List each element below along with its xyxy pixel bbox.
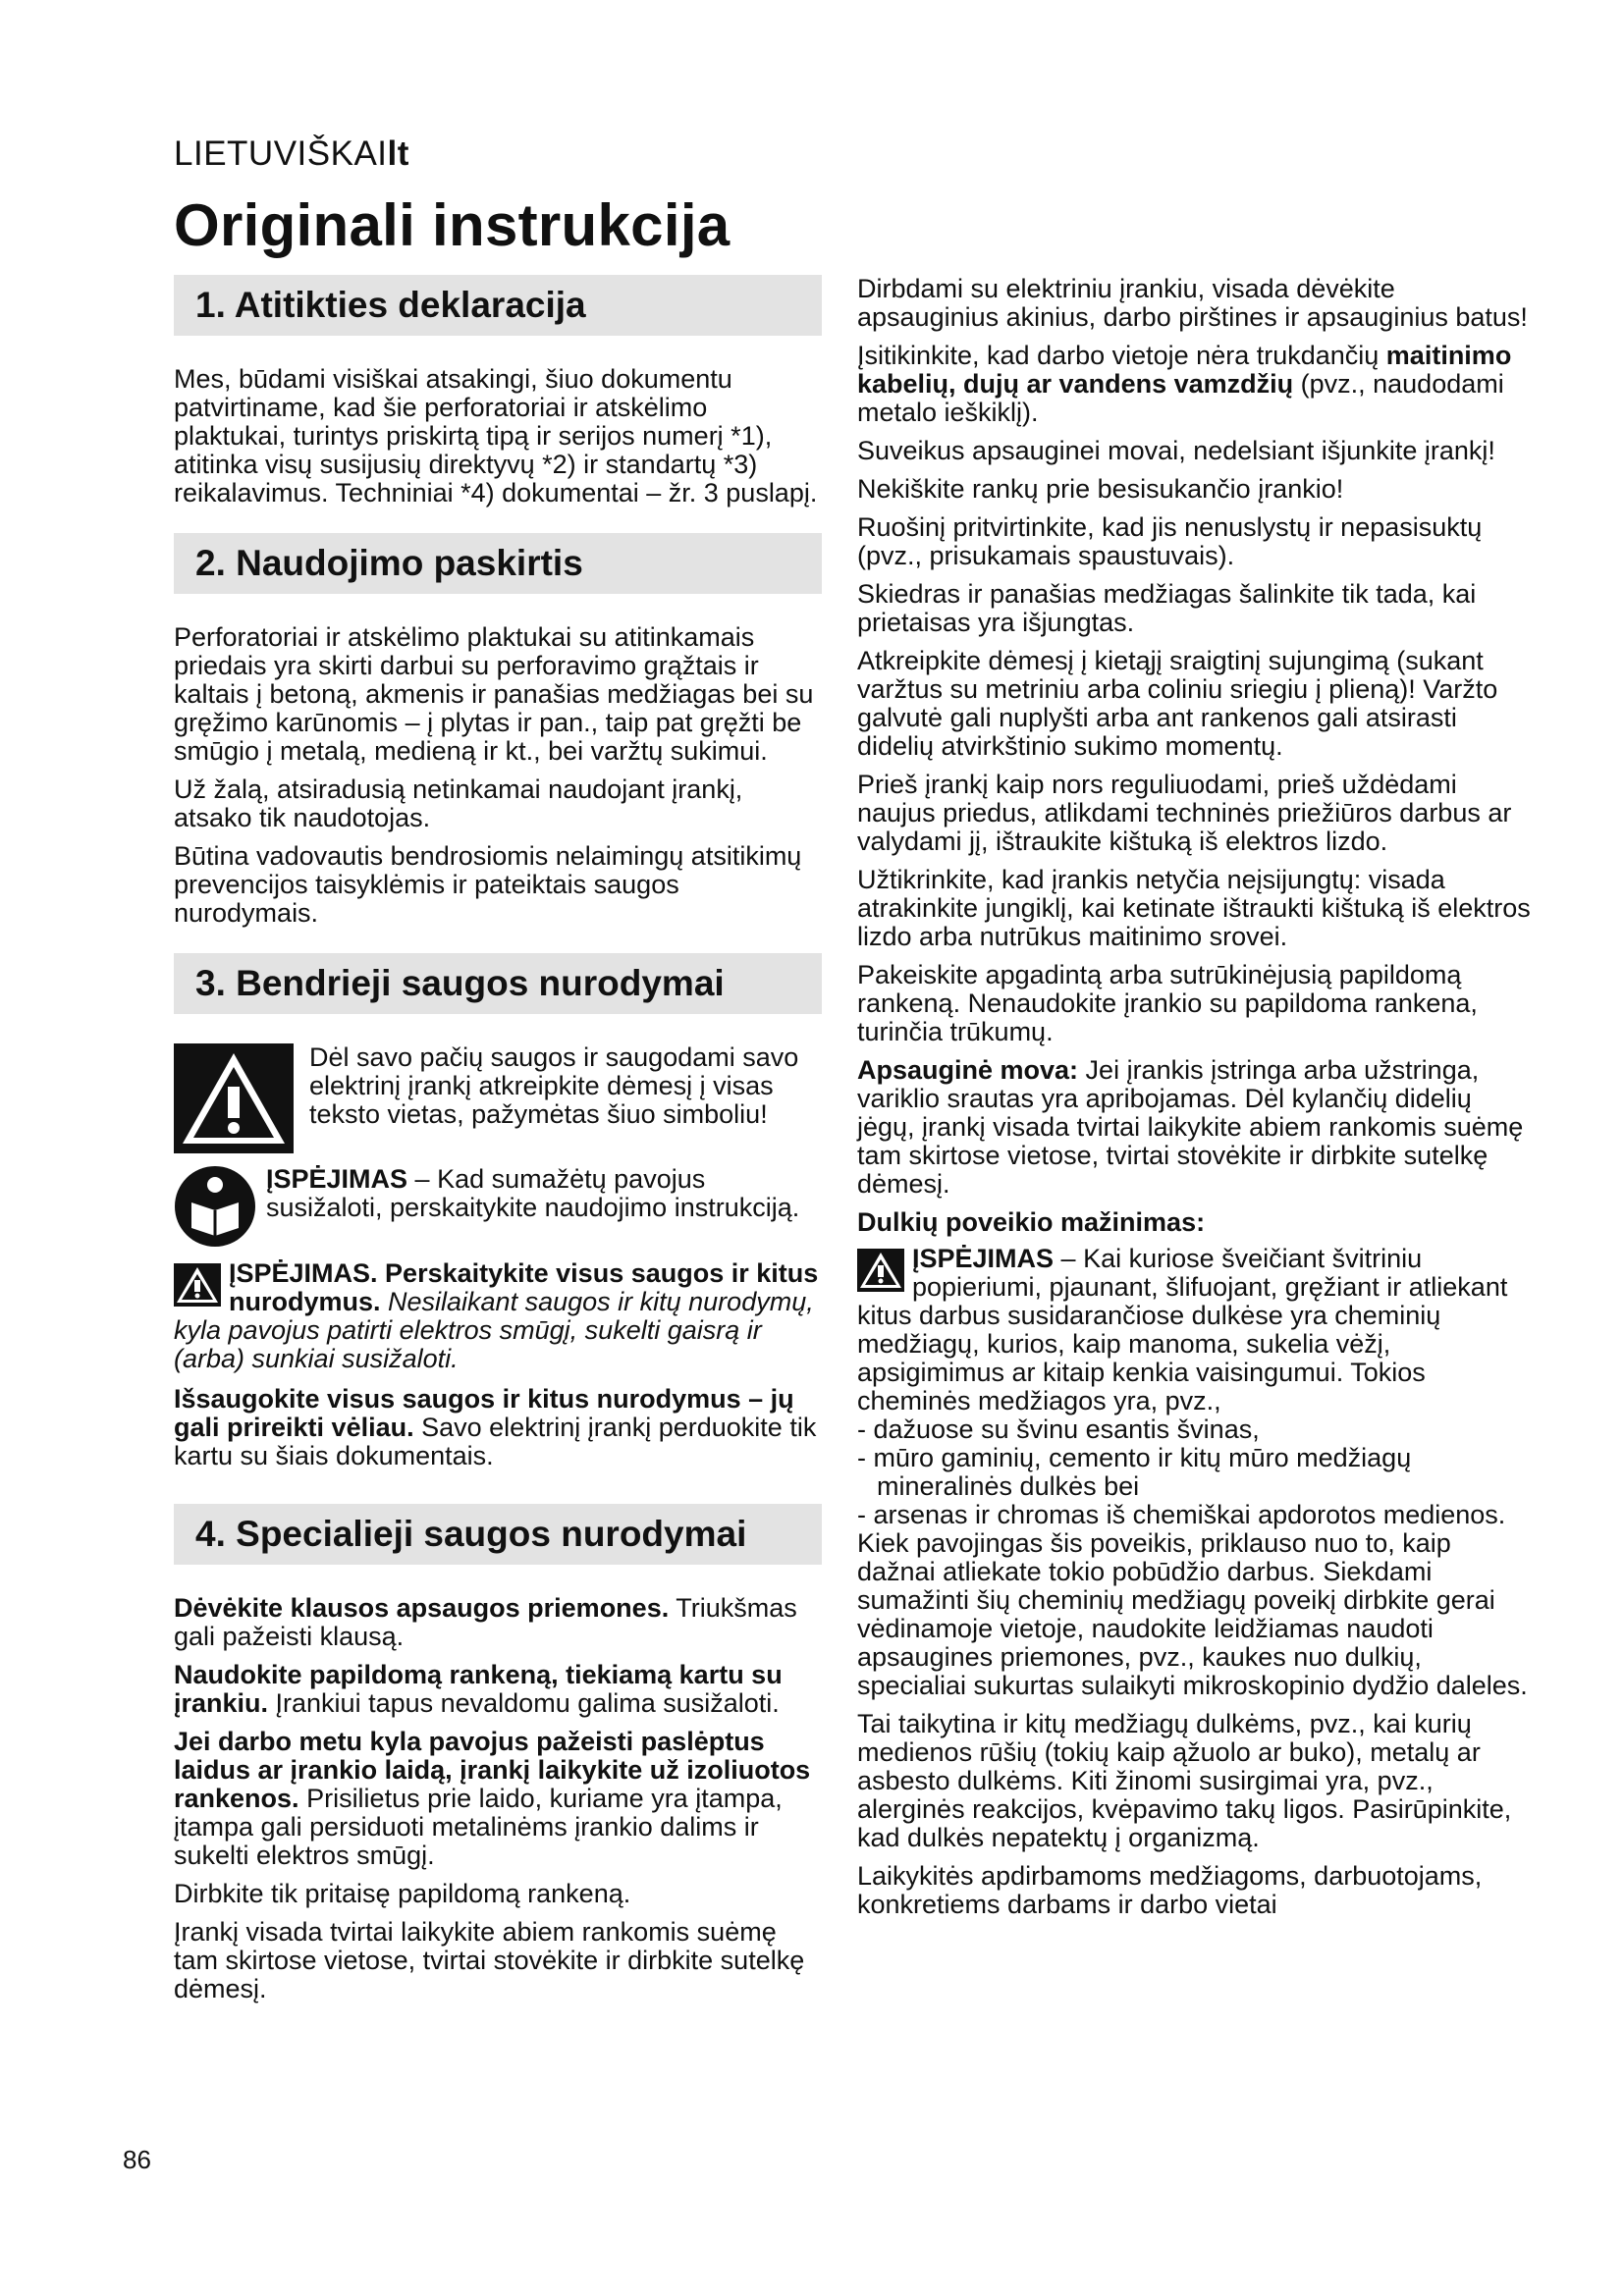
- keep-instructions: Išsaugokite visus saugos ir kitus nurodymus – jų gali prireikti vėliau. Savo elektrinį įrankį perduokite tik kartu su šiais dokumentais.: [174, 1384, 817, 1470]
- read-manual-text: ĮSPĖJIMAS – Kad sumažėtų pavojus susižaloti, perskaitykite naudojimo instrukciją.: [266, 1164, 800, 1222]
- right-p4: Nekiškite rankų prie besisukančio įrankio!: [857, 474, 1344, 504]
- dust-warning: ĮSPĖJIMAS – Kai kuriose šveičiant švitriniu popieriumi, pjaunant, šlifuojant, gręžiant ir atliekant kitus darbus susidarančiose dulkėse yra cheminių medžiagų, kurios, kaip manoma, sukelia vėžį, apsigimimus ar kitaip kenkia vaisingumui. Tokios cheminės medžiagos yra, pvz.,: [857, 1244, 1508, 1415]
- small-warning-icon: [174, 1263, 221, 1307]
- list-item: - dažuose su švinu esantis švinas,: [857, 1415, 1260, 1444]
- right-p6: Skiedras ir panašias medžiagas šalinkite tik tada, kai prietaisas yra išjungtas.: [857, 579, 1477, 637]
- safety-warning: ĮSPĖJIMAS. Perskaitykite visus saugos ir kitus nurodymus. Nesilaikant saugos ir kitų nurodymų, kyla pavojus patirti elektros smūgį, sukelti gaisrą ir (arba) sunkiai susižaloti.: [174, 1258, 819, 1373]
- right-column: [857, 275, 1535, 1929]
- warning-triangle-icon: [174, 1043, 294, 1153]
- page-title: Originali instrukcija: [174, 192, 731, 258]
- dust-p4: Laikykitės apdirbamoms medžiagoms, darbuotojams, konkretiems darbams ir darbo vietai: [857, 1861, 1483, 1919]
- right-p11: Apsauginė mova: Jei įrankis įstringa arba užstringa, variklio srautas yra apribojamas. Dėl kylančių didelių jėgų, įrankį visada tvirtai laikykite abiem rankomis suėmę tam skirtose vietose, tvirtai stovėkite ir dirbkite sutelkę dėmesį.: [857, 1055, 1524, 1199]
- section-4-p4: Dirbkite tik pritaisę papildomą rankeną.: [174, 1879, 631, 1908]
- section-4-p5: Įrankį visada tvirtai laikykite abiem rankomis suėmę tam skirtose vietose, tvirtai stovėkite ir dirbkite sutelkę dėmesį.: [174, 1917, 805, 2003]
- language-label: LIETUVIŠKAIlt: [174, 134, 409, 173]
- read-manual-icon: [174, 1165, 256, 1248]
- dust-p2: Kiek pavojingas šis poveikis, priklauso nuo to, kaip dažnai atliekate tokio pobūdžio darbus. Siekdami sumažinti šių cheminių medžiagų poveikį dirbkite gerai vėdinamoje vietoje, naudokite leidžiamas naudoti apsaugines priemones, pvz., kaukes nuo dulkių, specialiai sukurtas sulaikyti mikroskopinio dydžio daleles.: [857, 1528, 1528, 1700]
- right-p2: Įsitikinkite, kad darbo vietoje nėra trukdančių maitinimo kabelių, dujų ar vandens vamzdžių (pvz., naudodami metalo ieškiklį).: [857, 341, 1512, 427]
- symbol-note-text: Dėl savo pačių saugos ir saugodami savo elektrinį įrankį atkreipkite dėmesį į visas teksto vietas, pažymėtas šiuo simboliu!: [309, 1042, 799, 1129]
- dust-p3: Tai taikytina ir kitų medžiagų dulkėms, pvz., kai kurių medienos rūšių (tokių kaip ąžuolo ar buko), metalų ar asbesto dulkėms. Kiti žinomi susirgimai yra, pvz., alerginės reakcijos, kvėpavimo takų ligos. Pasirūpinkite, kad dulkės nepatektų į organizmą.: [857, 1709, 1512, 1852]
- section-4-heading: 4. Specialieji saugos nurodymai: [174, 1504, 822, 1565]
- section-4-p1: Dėvėkite klausos apsaugos priemones. Triukšmas gali pažeisti klausą.: [174, 1593, 797, 1651]
- dust-list: [857, 1415, 1535, 1529]
- section-4-p3: Jei darbo metu kyla pavojus pažeisti paslėptus laidus ar įrankio laidą, įrankį laikykite už izoliuotos rankenos. Prisilietus prie laido, kuriame yra įtampa, įtampa gali persiduoti metalinėms įrankio dalims ir sukelti elektros smūgį.: [174, 1727, 811, 1870]
- right-p1: Dirbdami su elektriniu įrankiu, visada dėvėkite apsauginius akinius, darbo pirštines ir apsauginius batus!: [857, 274, 1528, 332]
- section-4-p2: Naudokite papildomą rankeną, tiekiamą kartu su įrankiu. Įrankiui tapus nevaldomu galima susižaloti.: [174, 1660, 783, 1718]
- right-p8: Prieš įrankį kaip nors reguliuodami, prieš uždėdami naujus priedus, atlikdami techninės priežiūros darbus ar valydami jį, ištraukite kištuką iš elektros lizdo.: [857, 770, 1512, 856]
- page-number: 86: [123, 2145, 151, 2174]
- small-warning-icon: [857, 1249, 904, 1292]
- read-manual-note: [174, 1165, 822, 1248]
- section-2-p1: Perforatoriai ir atskėlimo plaktukai su atitinkamais priedais yra skirti darbui su perforavimo grąžtais ir kaltais į betoną, akmenis ir panašias medžiagas bei su gręžimo karūnomis – į plytas ir pan., taip pat gręžti be smūgio į metalą, medieną ir kt., bei varžtų sukimui.: [174, 622, 814, 766]
- right-p5: Ruošinį pritvirtinkite, kad jis nenuslystų ir nepasisuktų (pvz., prisukamais spaustuvais).: [857, 512, 1483, 570]
- list-item: - arsenas ir chromas iš chemiškai apdorotos medienos.: [857, 1500, 1506, 1529]
- section-3-heading: 3. Bendrieji saugos nurodymai: [174, 953, 822, 1014]
- dust-heading: Dulkių poveikio mažinimas:: [857, 1207, 1206, 1237]
- right-p9: Užtikrinkite, kad įrankis netyčia neįsijungtų: visada atrakinkite jungiklį, kai ketinate ištraukti kištuką iš elektros lizdo arba nutrūkus maitinimo srovei.: [857, 865, 1531, 951]
- left-column: [174, 275, 822, 2013]
- section-2-p2: Už žalą, atsiradusią netinkamai naudojant įrankį, atsako tik naudotojas.: [174, 774, 743, 832]
- section-1-heading: 1. Atitikties deklaracija: [174, 275, 822, 336]
- section-2-heading: 2. Naudojimo paskirtis: [174, 533, 822, 594]
- right-p3: Suveikus apsauginei movai, nedelsiant išjunkite įrankį!: [857, 436, 1495, 465]
- section-1-text: Mes, būdami visiškai atsakingi, šiuo dokumentu patvirtiname, kad šie perforatoriai ir atskėlimo plaktukai, turintys priskirtą tipą ir serijos numerį *1), atitinka visų susijusių direktyvų *2) ir standartų *3) reikalavimus. Techniniai *4) dokumentai – žr. 3 puslapį.: [174, 364, 818, 507]
- section-2-p3: Būtina vadovautis bendrosiomis nelaimingų atsitikimų prevencijos taisyklėmis ir pateiktais saugos nurodymais.: [174, 841, 802, 928]
- list-item: - mūro gaminių, cemento ir kitų mūro medžiagų mineralinės dulkės bei: [857, 1443, 1412, 1501]
- right-p10: Pakeiskite apgadintą arba sutrūkinėjusią papildomą rankeną. Nenaudokite įrankio su papildoma rankena, turinčia trūkumų.: [857, 960, 1478, 1046]
- right-p7: Atkreipkite dėmesį į kietąjį sraigtinį sujungimą (sukant varžtus su metriniu arba coliniu sriegiu į plieną)! Varžto galvutė gali nuplyšti arba ant rankenos gali atsirasti didelių atvirkštinio sukimo momentų.: [857, 646, 1498, 761]
- symbol-note: [174, 1043, 822, 1153]
